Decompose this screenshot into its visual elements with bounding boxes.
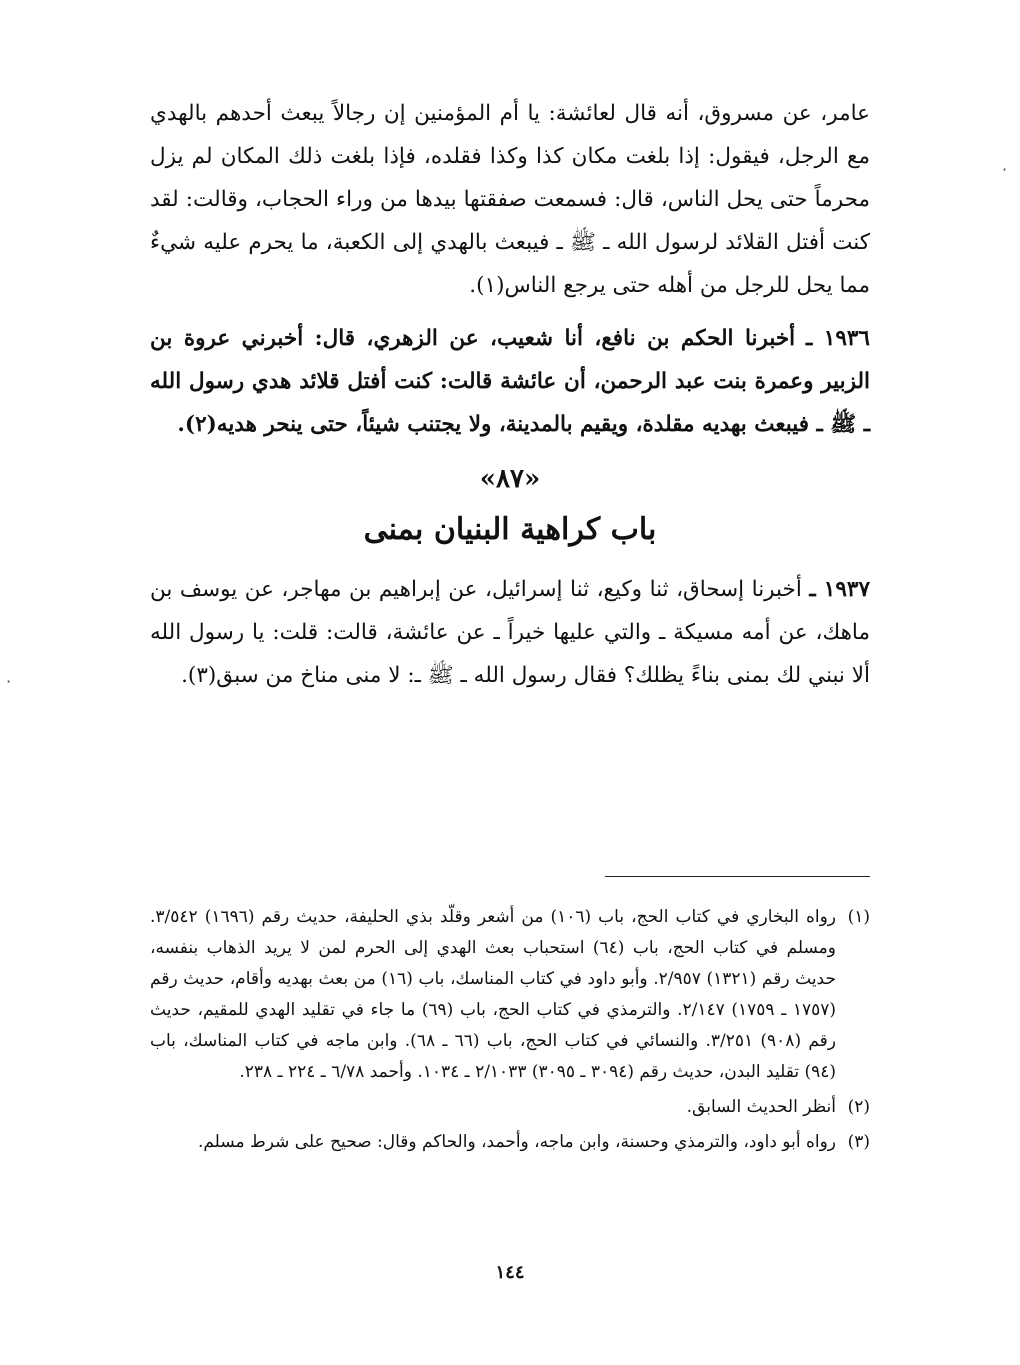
footnote-divider <box>605 876 870 877</box>
hadith-1936-text: أخبرنا الحكم بن نافع، أنا شعيب، عن الزهري، قال: أخبرني عروة بن الزبير وعمرة بنت عبد الرحمن، أن عائشة قالت: كنت أفتل قلائد هدي رسول الله ـ ﷺ ـ فيبعث بهديه مقلدة، ويقيم بالمدينة، ولا يجتنب شيئاً، حتى ينحر هديه(٢). <box>150 326 870 437</box>
scan-margin-mark-right: · <box>1002 160 1008 179</box>
footnote-2 <box>150 1092 870 1123</box>
hadith-1937 <box>150 568 870 697</box>
footnote-1 <box>150 902 870 1088</box>
page-number: ١٤٤ <box>495 1262 525 1283</box>
footnote-1-number: (١) <box>847 907 870 927</box>
book-page <box>150 92 870 1312</box>
chapter-title: باب كراهية البنيان بمنى <box>363 512 657 547</box>
paragraph-continuation: عامر، عن مسروق، أنه قال لعائشة: يا أم المؤمنين إن رجالاً يبعث أحدهم بالهدي مع الرجل، فيقول: إذا بلغت مكان كذا وكذا فقلده، فإذا بلغت ذلك المكان لم يزل محرماً حتى يحل الناس، قال: فسمعت صفقتها بيدها من وراء الحجاب، وقالت: لقد كنت أفتل القلائد لرسول الله ـ ﷺ ـ فيبعث بالهدي إلى الكعبة، ما يحرم عليه شيءٌ مما يحل للرجل من أهله حتى يرجع الناس(١). <box>150 101 870 298</box>
footnote-2-number: (٢) <box>847 1097 870 1117</box>
footnote-3 <box>150 1127 870 1158</box>
footnote-3-text: رواه أبو داود، والترمذي وحسنة، وابن ماجه، وأحمد، والحاكم وقال: صحيح على شرط مسلم. <box>197 1132 836 1152</box>
footnotes <box>150 902 870 1162</box>
chapter-number: «٨٧» <box>479 464 541 494</box>
hadith-1937-text: أخبرنا إسحاق، ثنا وكيع، ثنا إسرائيل، عن إبراهيم بن مهاجر، عن يوسف بن ماهك، عن أمه مسيكة ـ والتي عليها خيراً ـ عن عائشة، قالت: قلت: يا رسول الله ألا نبني لك بمنى بناءً يظلك؟ فقال رسول الله ـ ﷺ ـ: لا منى مناخ من سبق(٣). <box>150 577 870 688</box>
footnote-2-text: أنظر الحديث السابق. <box>686 1097 836 1117</box>
hadith-1937-number: ١٩٣٧ ـ <box>809 577 870 602</box>
footnote-1-text: رواه البخاري في كتاب الحج، باب (١٠٦) من أشعر وقلّد بذي الحليفة، حديث رقم (١٦٩٦) ٣/٥٤٢. ومسلم في كتاب الحج، باب (٦٤) استحباب بعث الهدي إلى الحرم لمن لا يريد الذهاب بنفسه، حديث رقم (١٣٢١) ٢/٩٥٧. وأبو داود في كتاب المناسك، باب (١٦) من بعث بهديه وأقام، حديث رقم (١٧٥٧ ـ ١٧٥٩) ٢/١٤٧. والترمذي في كتاب الحج، باب (٦٩) ما جاء في تقليد الهدي للمقيم، حديث رقم (٩٠٨) ٣/٢٥١. والنسائي في كتاب الحج، باب (٦٦ ـ ٦٨). وابن ماجه في كتاب المناسك، باب (٩٤) تقليد البدن، حديث رقم (٣٠٩٤ ـ ٣٠٩٥) ٢/١٠٣٣ ـ ١٠٣٤. وأحمد ٦/٧٨ ـ ٢٢٤ ـ ٢٣٨. <box>150 907 837 1082</box>
scan-margin-mark-left: · <box>6 672 12 691</box>
hadith-1936-number: ١٩٣٦ ـ <box>806 326 870 351</box>
hadith-1936 <box>150 317 870 446</box>
footnote-3-number: (٣) <box>847 1132 870 1152</box>
